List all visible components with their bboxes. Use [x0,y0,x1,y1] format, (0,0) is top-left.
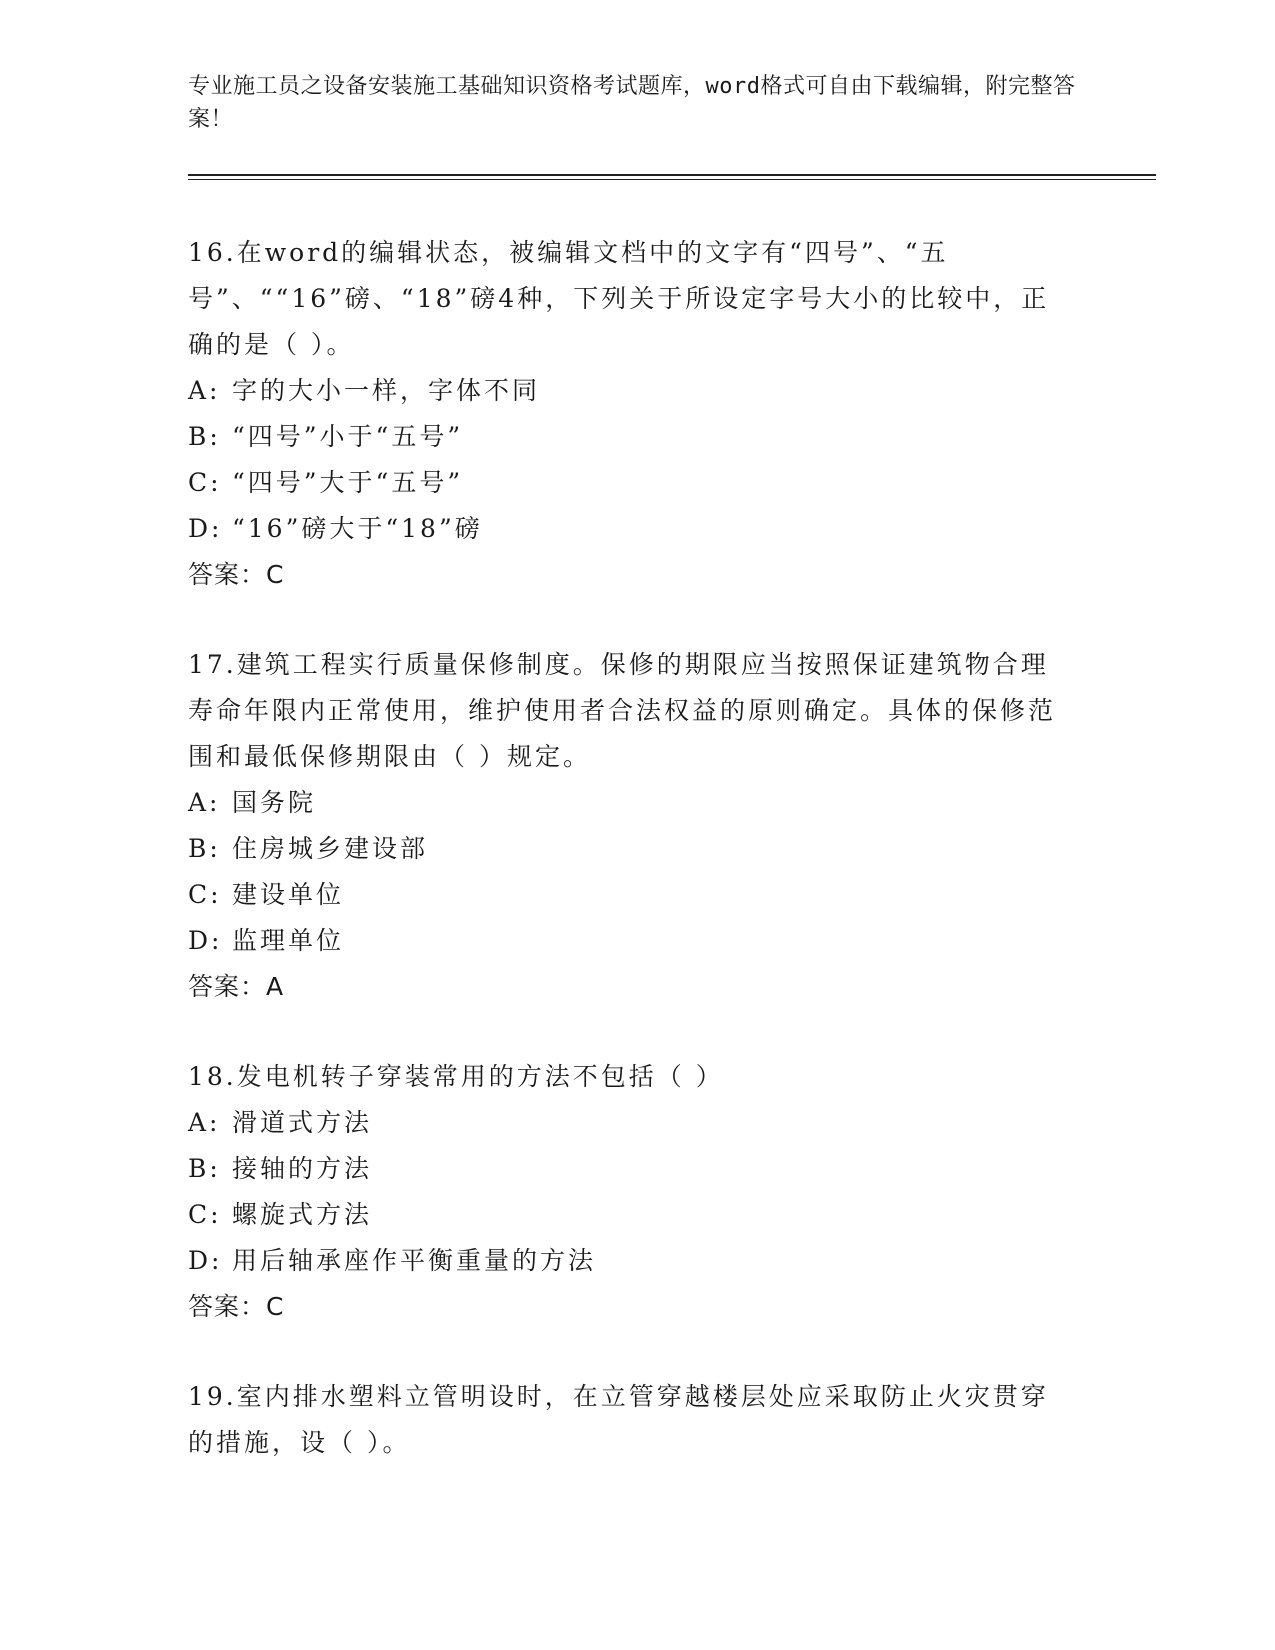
option-text: 住房城乡建设部 [232,834,429,863]
option-key: B: [188,422,221,451]
option-key: C: [188,1200,222,1229]
option-d [188,1238,1148,1284]
option-d [188,918,1148,964]
header-divider [188,174,1156,180]
question-stem: 17.建筑工程实行质量保修制度。保修的期限应当按照保证建筑物合理寿命年限内正常使用，维护使用者合法权益的原则确定。具体的保修范围和最低保修期限由（ ）规定。 [188,650,1057,771]
option-b [188,1146,1148,1192]
question-stem: 16.在word的编辑状态，被编辑文档中的文字有“四号”、“五号”、““16”磅、“18”磅4种，下列关于所设定字号大小的比较中，正确的是（ ）。 [188,238,1050,359]
option-key: A: [188,788,221,817]
option-c [188,460,1148,506]
option-a [188,368,1148,414]
option-key: D: [188,1246,223,1275]
option-b [188,414,1148,460]
option-text: “16”磅大于“18”磅 [232,514,483,543]
answer: 答案：A [188,972,285,1001]
answer: 答案：C [188,1292,285,1321]
option-key: C: [188,880,222,909]
option-text: 螺旋式方法 [232,1200,373,1229]
option-text: 建设单位 [232,880,345,909]
option-c [188,1192,1148,1238]
document-header: 专业施工员之设备安装施工基础知识资格考试题库，word格式可自由下载编辑，附完整答案！ [188,74,1076,132]
option-b [188,826,1148,872]
option-text: 字的大小一样，字体不同 [232,376,541,405]
option-key: B: [188,1154,221,1183]
question-stem: 18.发电机转子穿装常用的方法不包括（ ） [188,1062,724,1091]
option-d [188,506,1148,552]
answer: 答案：C [188,560,285,589]
option-text: 国务院 [232,788,317,817]
option-a [188,780,1148,826]
option-text: “四号”小于“五号” [232,422,464,451]
option-key: C: [188,468,222,497]
document-page [188,70,1148,1466]
option-text: “四号”大于“五号” [232,468,464,497]
option-a [188,1100,1148,1146]
option-text: 接轴的方法 [232,1154,373,1183]
option-key: A: [188,376,221,405]
question-18 [188,1054,1148,1330]
option-text: 监理单位 [232,926,345,955]
question-16 [188,230,1148,598]
option-key: D: [188,926,223,955]
option-text: 滑道式方法 [232,1108,373,1137]
question-17 [188,642,1148,1010]
option-text: 用后轴承座作平衡重量的方法 [232,1246,597,1275]
option-key: A: [188,1108,221,1137]
option-key: B: [188,834,221,863]
question-19 [188,1374,1148,1466]
option-key: D: [188,514,223,543]
option-c [188,872,1148,918]
question-stem: 19.室内排水塑料立管明设时，在立管穿越楼层处应采取防止火灾贯穿的措施，设（ ）。 [188,1382,1049,1457]
